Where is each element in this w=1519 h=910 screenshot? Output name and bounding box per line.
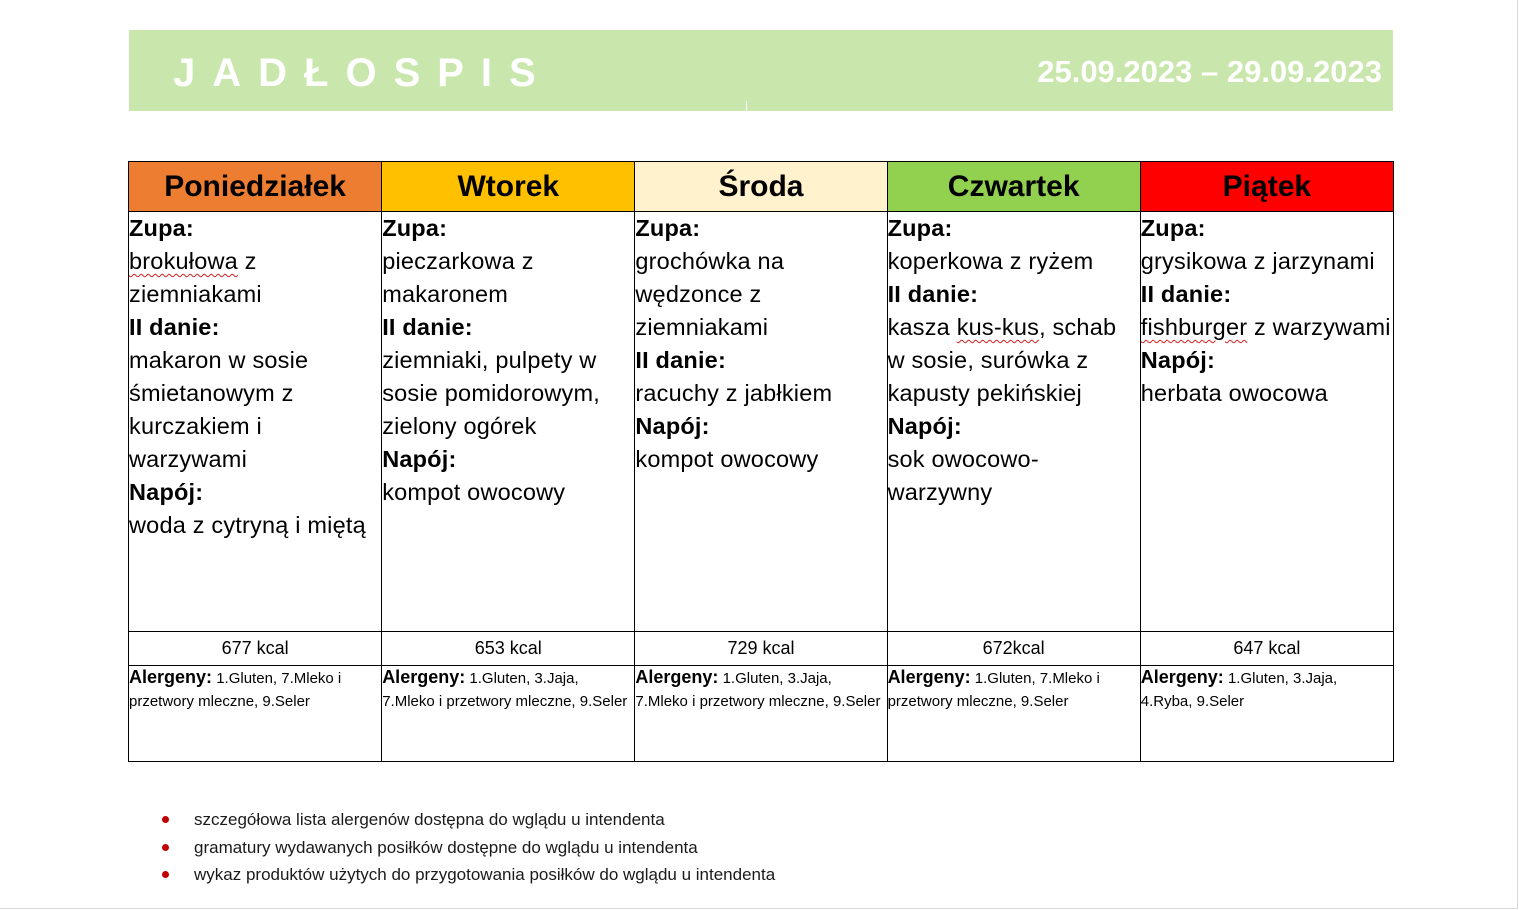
main-course-label: II danie:	[382, 314, 473, 340]
allergens-list: 1.Gluten, 3.Jaja, 7.Mleko i przetwory mleczne, 9.Seler	[382, 670, 628, 710]
note-item: szczegółowa lista alergenów dostępna do wglądu u intendenta	[160, 806, 775, 834]
allergens-label: Alergeny:	[1140, 667, 1224, 687]
main-course-label: II danie:	[129, 314, 220, 340]
allergens-label: Alergeny:	[887, 667, 971, 687]
allergens-label: Alergeny:	[129, 667, 213, 687]
main-course-label: II danie:	[887, 281, 979, 307]
meal-cell-wednesday	[635, 212, 887, 632]
bullet-icon	[162, 816, 169, 823]
allergens-thursday	[887, 666, 1140, 762]
soup-text: koperkowa z ryżem	[887, 248, 1094, 274]
allergens-label: Alergeny:	[635, 667, 719, 687]
drink-text: herbata owocowa	[1140, 380, 1328, 406]
soup-label: Zupa:	[1140, 215, 1206, 241]
soup-text: brokułowa z ziemniakami	[129, 248, 262, 307]
drink-text: sok owocowo-warzywny	[887, 446, 1039, 505]
note-item: wykaz produktów użytych do przygotowania posiłków do wglądu u intendenta	[160, 861, 775, 889]
allergens-row	[129, 666, 1394, 762]
meal-cell-tuesday	[382, 212, 635, 632]
spelling-flag[interactable]: brokułowa	[129, 248, 238, 274]
day-header-row	[129, 162, 1394, 212]
soup-label: Zupa:	[635, 215, 701, 241]
drink-text: woda z cytryną i miętą	[129, 512, 366, 538]
kcal-row	[129, 632, 1394, 666]
day-header-tuesday: Wtorek	[382, 162, 635, 212]
kcal-monday: 677 kcal	[129, 632, 382, 666]
header-banner	[129, 30, 1393, 111]
main-course-label: II danie:	[635, 347, 726, 373]
spelling-flag[interactable]: fishburger	[1140, 314, 1248, 340]
menu-table	[128, 161, 1394, 762]
allergens-label: Alergeny:	[382, 667, 466, 687]
allergens-list: 1.Gluten, 7.Mleko i przetwory mleczne, 9.Seler	[887, 670, 1100, 710]
main-course-text: racuchy z jabłkiem	[635, 380, 833, 406]
kcal-tuesday: 653 kcal	[382, 632, 635, 666]
bullet-icon	[162, 871, 169, 878]
meals-row	[129, 212, 1394, 632]
kcal-thursday: 672kcal	[887, 632, 1140, 666]
main-course-label: II danie:	[1140, 281, 1232, 307]
soup-label: Zupa:	[887, 215, 953, 241]
kcal-friday: 647 kcal	[1140, 632, 1393, 666]
day-header-monday: Poniedziałek	[129, 162, 382, 212]
meal-cell-monday	[129, 212, 382, 632]
day-header-wednesday: Środa	[635, 162, 887, 212]
drink-label: Napój:	[635, 413, 710, 439]
date-range: 25.09.2023 – 29.09.2023	[1037, 54, 1382, 89]
soup-text: pieczarkowa z makaronem	[382, 248, 534, 307]
meal-cell-thursday	[887, 212, 1140, 632]
drink-label: Napój:	[129, 479, 204, 505]
soup-label: Zupa:	[129, 215, 194, 241]
page-title: JADŁOSPIS	[173, 51, 553, 95]
kcal-wednesday: 729 kcal	[635, 632, 887, 666]
allergens-tuesday	[382, 666, 635, 762]
spelling-flag[interactable]: kus-kus	[956, 314, 1040, 340]
bullet-icon	[162, 844, 169, 851]
soup-label: Zupa:	[382, 215, 448, 241]
main-course-text: fishburger z warzywami	[1140, 314, 1391, 340]
main-course-text: ziemniaki, pulpety w sosie pomidorowym, zielony ogórek	[382, 347, 600, 439]
meal-cell-friday	[1140, 212, 1393, 632]
drink-text: kompot owocowy	[635, 446, 819, 472]
allergens-list: 1.Gluten, 7.Mleko i przetwory mleczne, 9.Seler	[129, 670, 342, 710]
soup-text: grysikowa z jarzynami	[1140, 248, 1375, 274]
allergens-list: 1.Gluten, 3.Jaja, 4.Ryba, 9.Seler	[1140, 670, 1338, 710]
day-header-friday: Piątek	[1140, 162, 1393, 212]
main-course-text: kasza kus-kus, schab w sosie, surówka z kapusty pekińskiej	[887, 314, 1117, 406]
soup-text: grochówka na wędzonce z ziemniakami	[635, 248, 785, 340]
drink-label: Napój:	[887, 413, 962, 439]
allergens-wednesday	[635, 666, 887, 762]
day-header-thursday: Czwartek	[887, 162, 1140, 212]
drink-text: kompot owocowy	[382, 479, 566, 505]
allergens-friday	[1140, 666, 1393, 762]
drink-label: Napój:	[1140, 347, 1216, 373]
drink-label: Napój:	[382, 446, 457, 472]
main-course-text: makaron w sosie śmietanowym z kurczakiem i warzywami	[129, 347, 309, 472]
banner-divider	[746, 101, 747, 111]
note-item: gramatury wydawanych posiłków dostępne do wglądu u intendenta	[160, 834, 775, 862]
allergens-list: 1.Gluten, 3.Jaja, 7.Mleko i przetwory mleczne, 9.Seler	[635, 670, 881, 710]
allergens-monday	[129, 666, 382, 762]
notes-list	[160, 806, 775, 889]
